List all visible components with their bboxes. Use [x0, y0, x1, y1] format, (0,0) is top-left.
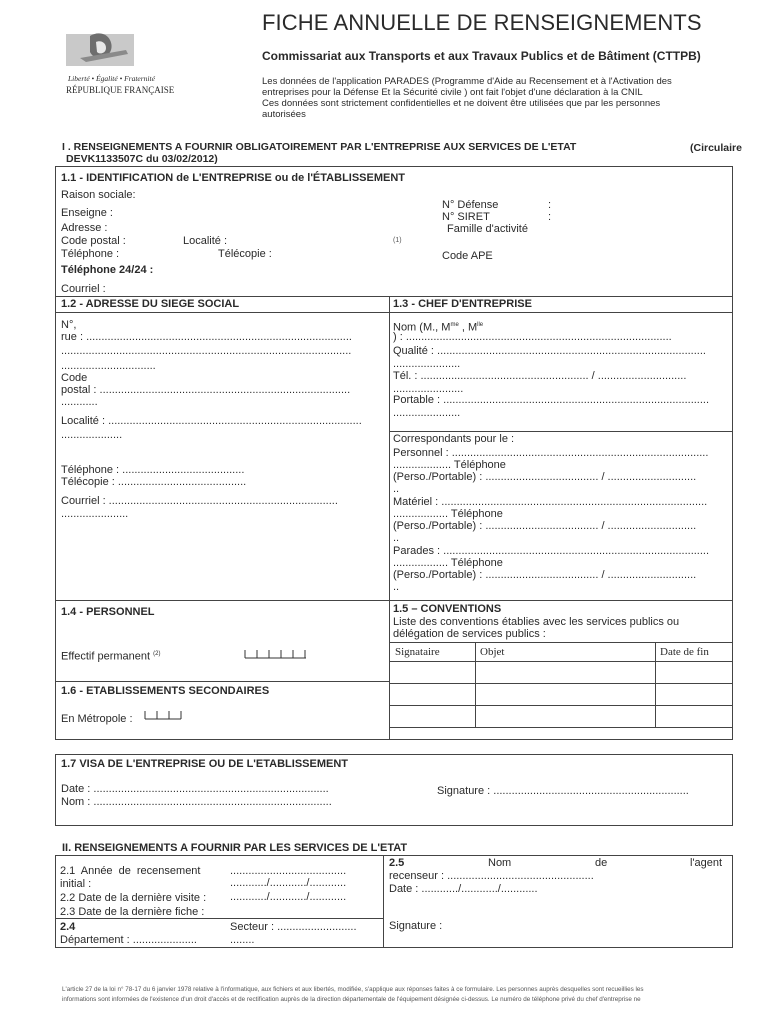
intro-line-1: Les données de l'application PARADES (Programme d'Aide au Recensement et à l'Activation des	[262, 76, 672, 87]
metropole-label: En Métropole :	[61, 713, 133, 725]
visa-date: Date : .............................................................................	[61, 783, 329, 795]
logo-republique: RÉPUBLIQUE FRANÇAISE	[66, 85, 175, 95]
siege-courriel: Courriel : ...........................................................................	[61, 495, 338, 507]
conventions-col-signataire: Signataire	[395, 646, 440, 658]
siege-telecopie: Télécopie : ..........................................	[61, 476, 247, 488]
corr-dots-1: ..	[393, 483, 400, 495]
raison-sociale-label: Raison sociale:	[61, 189, 136, 201]
effectif-text: Effectif permanent	[61, 650, 151, 663]
siege-dots-5: ......................	[61, 508, 129, 520]
divider	[389, 683, 733, 684]
chef-qualite: Qualité : ........................................................................................	[393, 345, 706, 357]
siege-postal: postal : ..................................................................................	[61, 384, 351, 396]
divider	[55, 312, 733, 313]
effectif-label	[61, 648, 160, 664]
divider	[389, 705, 733, 706]
intro-line-3: Ces données sont strictement confidentielles et ne doivent être utilisées que par les personnes	[262, 98, 661, 109]
departement-dots: ........	[230, 934, 255, 946]
annee-recensement-dots: ......................................	[230, 865, 347, 877]
telecopie-label: Télécopie :	[218, 248, 272, 260]
corr-materiel-telephone: .................. Téléphone	[393, 508, 503, 520]
telephone-24-label: Téléphone 24/24 :	[61, 264, 154, 276]
telephone-label: Téléphone :	[61, 248, 120, 260]
divider	[389, 296, 390, 601]
agent-nom: Nom	[488, 857, 512, 869]
corr-parades: Parades : .......................................................................................	[393, 545, 710, 557]
divider	[55, 681, 390, 682]
section-1-5-title: 1.5 – CONVENTIONS	[393, 603, 502, 615]
divider	[383, 855, 384, 948]
section-2-4: 2.4	[60, 921, 76, 933]
famille-activite-label: Famille d'activité	[447, 223, 528, 235]
siege-numero: N°,	[61, 319, 77, 331]
adresse-label: Adresse :	[61, 222, 108, 234]
annee-recensement-dates: ............/............/............	[230, 877, 347, 889]
republique-logo	[60, 28, 200, 108]
siege-rue: rue : .......................................................................................	[61, 331, 352, 343]
agent-de: de	[595, 857, 608, 869]
chef-tel: Tél. : ....................................................... / .............................	[393, 370, 687, 382]
defense-colon: :	[548, 199, 552, 211]
corr-materiel-perso: (Perso./Portable) : ..................................... / .............................	[393, 520, 697, 532]
courriel-label: Courriel :	[61, 283, 106, 295]
metropole-digit-boxes[interactable]	[144, 709, 184, 721]
intro-line-4: autorisées	[262, 109, 306, 120]
conventions-col-objet: Objet	[480, 646, 505, 658]
section-1-1-title: 1.1 - IDENTIFICATION de L'ENTREPRISE ou de l'ÉTABLISSEMENT	[61, 172, 406, 184]
chef-nom-mid: , M	[458, 321, 478, 334]
siege-telephone: Téléphone : ........................................	[61, 464, 245, 476]
siege-code: Code	[61, 372, 88, 384]
conventions-desc-2: délégation de services publics :	[393, 628, 546, 640]
visa-nom: Nom : ..............................................................................	[61, 796, 332, 808]
annee-recensement-label: 2.1 Année de recensement	[60, 865, 201, 877]
chef-dots-3: ......................	[393, 407, 461, 419]
part2-heading: II. RENSEIGNEMENTS A FOURNIR PAR LES SERVICES DE L'ETAT	[62, 842, 408, 854]
corr-personnel-telephone: ................... Téléphone	[393, 459, 506, 471]
divider	[475, 642, 476, 728]
footer-legal-2: informations sont informées de l'existence d'un droit d'accès et de rectification auprès de la direction départementale de l'équipement désignée ci-dessus. Le numéro de téléphone privé du chef d'entreprise ne	[62, 996, 641, 1003]
derniere-visite	[60, 892, 206, 905]
corr-parades-telephone: .................. Téléphone	[393, 557, 503, 569]
agent-label: l'agent	[690, 857, 723, 869]
siege-dots-2: ...............................	[61, 360, 156, 372]
corr-materiel: Matériel : .......................................................................................	[393, 496, 708, 508]
defense-number-label: N° Défense	[442, 199, 499, 211]
chef-nom-field: ) : .......................................................................................	[393, 331, 672, 343]
divider	[55, 296, 733, 297]
marianne-logo-icon	[66, 28, 136, 68]
section-1-7-title: 1.7 VISA DE L'ENTREPRISE OU DE L'ETABLISSEMENT	[61, 758, 348, 770]
departement-label: Département : .....................	[60, 934, 197, 946]
note-1: (1)	[393, 237, 402, 244]
conventions-col-date-fin: Date de fin	[660, 646, 709, 658]
localite-label: Localité :	[183, 235, 228, 247]
code-ape-label: Code APE	[442, 250, 493, 262]
note-2: (2)	[153, 651, 161, 657]
intro-line-2: entreprises pour la Défense Et la Sécurité civile ) ont fait l'objet d'une déclaration à la CNIL	[262, 87, 643, 98]
chef-dots-2: .......................	[393, 383, 464, 395]
section-1-4-title: 1.4 - PERSONNEL	[61, 606, 155, 618]
chef-nom-sup-lle: lle	[477, 322, 484, 328]
derniere-visite-label: 2.2 Date de la dernière visite :	[60, 892, 207, 904]
siege-dots-1: ...............................................................................................	[61, 345, 352, 357]
chef-nom-text: Nom (M., M	[393, 321, 451, 334]
effectif-digit-boxes[interactable]	[244, 648, 308, 660]
derniere-fiche-label: 2.3 Date de la dernière fiche :	[60, 906, 205, 918]
chef-nom-sup-me: me	[450, 322, 459, 328]
agent-recenseur: recenseur : ................................................	[389, 870, 594, 882]
enseigne-label: Enseigne :	[61, 207, 113, 219]
part1-heading: I . RENSEIGNEMENTS A FOURNIR OBLIGATOIREMENT PAR L'ENTREPRISE AUX SERVICES DE L'ETAT	[62, 141, 577, 153]
part1-heading-circ: (Circulaire	[690, 142, 742, 154]
corr-dots-3: ..	[393, 581, 400, 593]
page-title: FICHE ANNUELLE DE RENSEIGNEMENTS	[262, 10, 702, 35]
code-postal-label: Code postal :	[61, 235, 126, 247]
logo-motto: Liberté • Égalité • Fraternité	[68, 74, 155, 83]
siege-dots-4: ....................	[61, 429, 123, 441]
section-1-2-title: 1.2 - ADRESSE DU SIEGE SOCIAL	[61, 298, 240, 310]
page-subtitle: Commissariat aux Transports et aux Travaux Publics et de Bâtiment (CTTPB)	[262, 49, 701, 63]
corr-personnel: Personnel : ....................................................................................	[393, 447, 709, 459]
section-1-3-title: 1.3 - CHEF D'ENTREPRISE	[393, 298, 532, 310]
agent-signature: Signature :	[389, 920, 443, 932]
conventions-desc-1: Liste des conventions établies avec les services publics ou	[393, 616, 680, 628]
divider	[655, 642, 656, 728]
secteur-label: Secteur : ..........................	[230, 921, 357, 933]
footer-legal-1: L'article 27 de la loi n° 78-17 du 6 janvier 1978 relative à l'informatique, aux fichiers et aux libertés, modifiée, s'applique aux réponses faites à ce formulaire. Les personnes auprès desquelles sont recueillies les	[62, 986, 644, 993]
visa-signature: Signature : ................................................................	[437, 785, 689, 797]
corr-personnel-perso: (Perso./Portable) : ..................................... / .............................	[393, 471, 697, 483]
section-1-6-title: 1.6 - ETABLISSEMENTS SECONDAIRES	[61, 685, 270, 697]
siret-label: N° SIRET	[442, 211, 490, 223]
derniere-visite-dates: ............/............/............	[230, 891, 347, 903]
siret-colon: :	[548, 211, 552, 223]
chef-portable: Portable : .......................................................................................	[393, 394, 710, 406]
annee-recensement-initial: initial :	[60, 878, 92, 890]
corr-parades-perso: (Perso./Portable) : ..................................... / .............................	[393, 569, 697, 581]
correspondants-label: Correspondants pour le :	[393, 433, 515, 445]
part1-heading-circulaire: DEVK1133507C du 03/02/2012)	[66, 153, 218, 165]
siege-localite: Localité : ...................................................................................	[61, 415, 362, 427]
corr-dots-2: ..	[393, 532, 400, 544]
divider	[389, 431, 733, 432]
siege-dots-3: ............	[61, 396, 98, 408]
section-2-5: 2.5	[389, 857, 405, 869]
divider	[389, 661, 733, 662]
agent-date: Date : ............/............/............	[389, 883, 538, 895]
chef-dots-1: ......................	[393, 358, 461, 370]
